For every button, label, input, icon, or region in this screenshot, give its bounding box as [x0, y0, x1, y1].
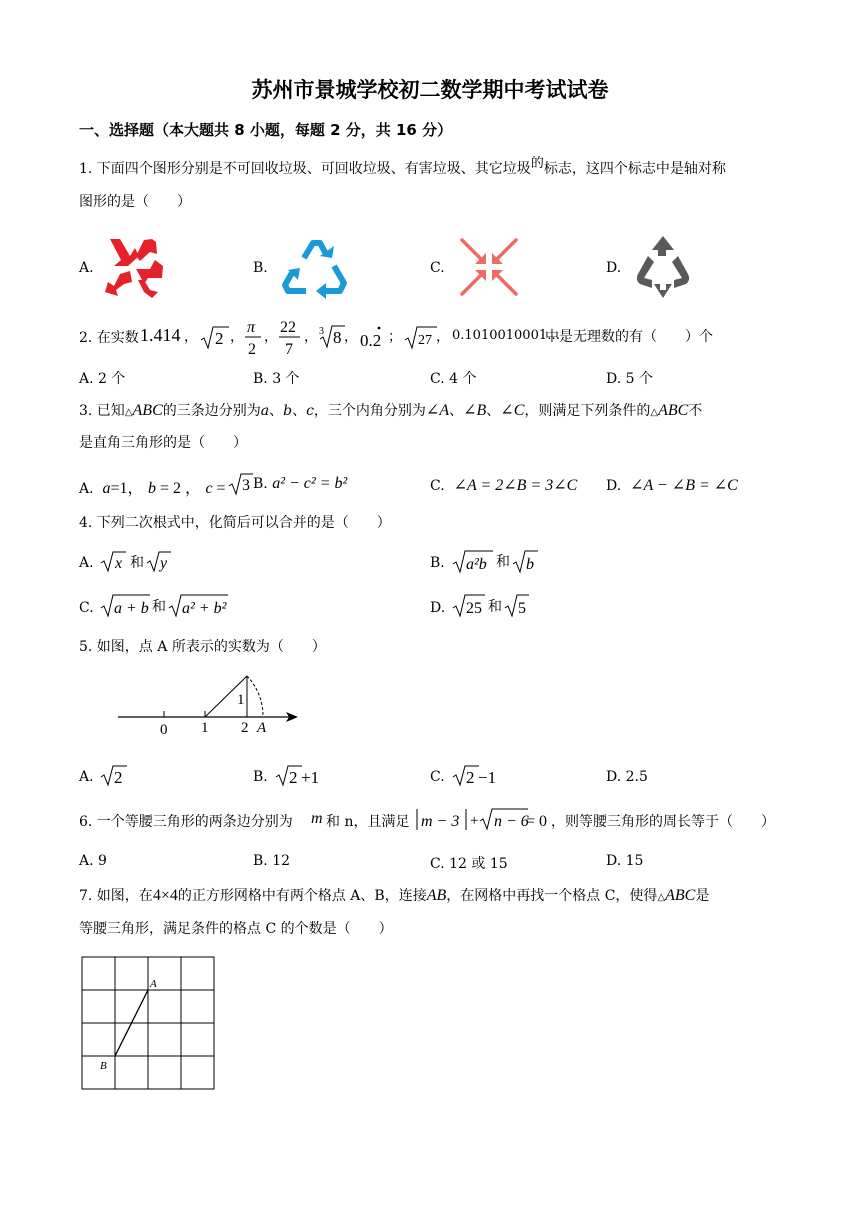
q6-m: m [311, 810, 323, 827]
q2-value-1414: 1.414 [140, 325, 181, 345]
svg-text:1: 1 [237, 692, 245, 708]
question-3-line1: 3. 已知△ABC的三条边分别为a、b、c，三个内角分别为∠A、∠B、∠C，则满足下列条件的△ABC不 [79, 402, 703, 419]
svg-text:2: 2 [215, 329, 224, 348]
q4-option-c-expr [100, 592, 240, 620]
q2-sqrt-27 [404, 324, 438, 350]
q2-fraction-pi-over-2 [244, 316, 262, 360]
q4-option-a-label: A. [79, 555, 94, 571]
svg-text:27: 27 [418, 333, 432, 348]
svg-text:7: 7 [285, 341, 293, 358]
q2-comma: ， [344, 329, 358, 345]
q6-option-d: D. 15 [606, 853, 644, 869]
recycle-blue-triangle-icon [280, 236, 352, 300]
svg-text:y: y [160, 555, 168, 572]
q4-option-a-expr [100, 549, 172, 575]
q2-suffix: 中是无理数的有（ ）个 [545, 329, 713, 345]
q1-option-c-label: C. [430, 260, 445, 276]
q4-option-d-label: D. [430, 600, 446, 616]
svg-text:a² + b²: a² + b² [182, 600, 227, 617]
svg-text:+: + [470, 813, 479, 829]
q4-option-b-label: B. [430, 555, 445, 571]
q2-long-decimal: 0.1010010001… [452, 328, 561, 343]
question-3-line2: 是直角三角形的是（ ） [79, 435, 247, 451]
svg-text:= 0: = 0 [526, 813, 548, 830]
svg-text:3: 3 [242, 477, 250, 494]
question-2-text: 2. 在实数 [79, 330, 139, 346]
svg-text:3: 3 [319, 326, 324, 337]
svg-text:a + b: a + b [114, 600, 149, 617]
q5-option-a-expr [100, 763, 128, 789]
q1-option-b-label: B. [253, 260, 268, 276]
svg-text:8: 8 [333, 328, 342, 347]
q3-option-d: D. ∠A − ∠B = ∠C [606, 477, 738, 494]
q6-part3: ，则等腰三角形的周长等于（ ） [551, 814, 775, 830]
q2-option-c: C. 4 个 [430, 371, 477, 387]
svg-text:0.2: 0.2 [360, 331, 382, 350]
q3-option-b: B. a² − c² = b² [253, 475, 348, 492]
svg-text:2: 2 [248, 341, 256, 358]
svg-text:25: 25 [466, 600, 482, 617]
q6-option-b: B. 12 [253, 853, 291, 869]
q2-comma: ， [230, 329, 244, 345]
page-title: 苏州市景城学校初二数学期中考试试卷 [251, 78, 609, 102]
q4-option-c-label: C. [79, 600, 94, 616]
q2-comma: ， [184, 329, 198, 345]
q5-option-c-label: C. [430, 769, 445, 785]
svg-text:a²b: a²b [466, 556, 487, 573]
question-7-line2: 等腰三角形，满足条件的格点 C 的个数是（ ） [79, 921, 393, 937]
q5-option-b-label: B. [253, 769, 268, 785]
inward-arrows-icon [458, 236, 520, 298]
svg-text:2: 2 [289, 768, 298, 787]
q1-option-d-label: D. [606, 260, 622, 276]
number-line-figure [114, 668, 304, 740]
svg-text:和: 和 [496, 555, 510, 570]
gray-arrow-triangle-icon [634, 234, 692, 300]
q5-option-d: D. 2.5 [606, 769, 648, 785]
q3-sqrt-3 [228, 472, 254, 496]
svg-text:5: 5 [518, 600, 526, 617]
q3-option-a: A. a=1， b = 2 ， c = [79, 480, 226, 497]
q5-option-b-expr [275, 763, 335, 789]
question-5-text: 5. 如图，点 A 所表示的实数为（ ） [79, 639, 326, 655]
question-1-text: 1. 下面四个图形分别是不可回收垃圾、可回收垃圾、有害垃圾、其它垃圾的标志，这四个标志中是轴对称 [79, 156, 726, 177]
svg-text:0: 0 [160, 722, 168, 738]
q3-option-c: C. ∠A = 2∠B = 3∠C [430, 477, 578, 494]
svg-text:和: 和 [488, 600, 502, 615]
section-heading: 一、选择题（本大题共 8 小题，每题 2 分，共 16 分） [79, 121, 453, 139]
q2-cube-root-8 [318, 322, 346, 350]
svg-text:+1: +1 [301, 768, 320, 787]
question-6-part1: 6. 一个等腰三角形的两条边分别为 [79, 814, 293, 830]
svg-text:和: 和 [130, 556, 144, 571]
q4-option-d-expr [452, 592, 532, 620]
question-7-line1: 7. 如图，在4×4的正方形网格中有两个格点 A、B，连接AB，在网格中再找一个格点 C，使得△ABC是 [79, 887, 710, 904]
svg-text:−1: −1 [478, 768, 497, 787]
svg-text:A: A [150, 978, 157, 990]
q6-condition-expr [414, 806, 550, 834]
q2-option-b: B. 3 个 [253, 371, 300, 387]
q5-option-c-expr [452, 763, 512, 789]
q2-option-d: D. 5 个 [606, 371, 653, 387]
q6-option-c: C. 12 或 15 [430, 856, 508, 872]
q2-comma: ， [436, 329, 450, 345]
svg-text:和: 和 [152, 600, 166, 615]
q2-option-a: A. 2 个 [79, 371, 126, 387]
svg-text:n − 6: n − 6 [494, 813, 529, 830]
svg-text:π: π [247, 319, 256, 336]
q2-fraction-22-over-7 [278, 316, 302, 360]
svg-text:22: 22 [280, 319, 296, 336]
question-1-line2: 图形的是（ ） [79, 194, 191, 210]
svg-text:x: x [115, 555, 123, 572]
q2-comma: ； [388, 329, 402, 345]
svg-text:2: 2 [114, 768, 123, 787]
q6-part2: 和 n，且满足 [326, 814, 410, 830]
svg-text:m − 3: m − 3 [421, 813, 460, 830]
q2-sqrt-2 [200, 324, 230, 350]
q2-comma: ， [304, 329, 318, 345]
q6-option-a: A. 9 [79, 853, 107, 869]
q2-comma: ， [264, 329, 278, 345]
q2-repeating-decimal [358, 320, 388, 352]
q1-option-a-label: A. [79, 260, 94, 276]
q5-option-a-label: A. [79, 769, 94, 785]
recycle-red-arrows-icon [100, 236, 170, 300]
svg-text:1: 1 [201, 720, 209, 736]
svg-text:2: 2 [466, 768, 475, 787]
question-4-text: 4. 下列二次根式中，化简后可以合并的是（ ） [79, 515, 391, 531]
svg-text:2: 2 [241, 720, 249, 736]
grid-figure [80, 955, 218, 1093]
svg-text:A: A [257, 720, 267, 736]
q4-option-b-expr [452, 548, 542, 576]
svg-text:B: B [100, 1060, 107, 1072]
svg-text:b: b [526, 556, 534, 573]
